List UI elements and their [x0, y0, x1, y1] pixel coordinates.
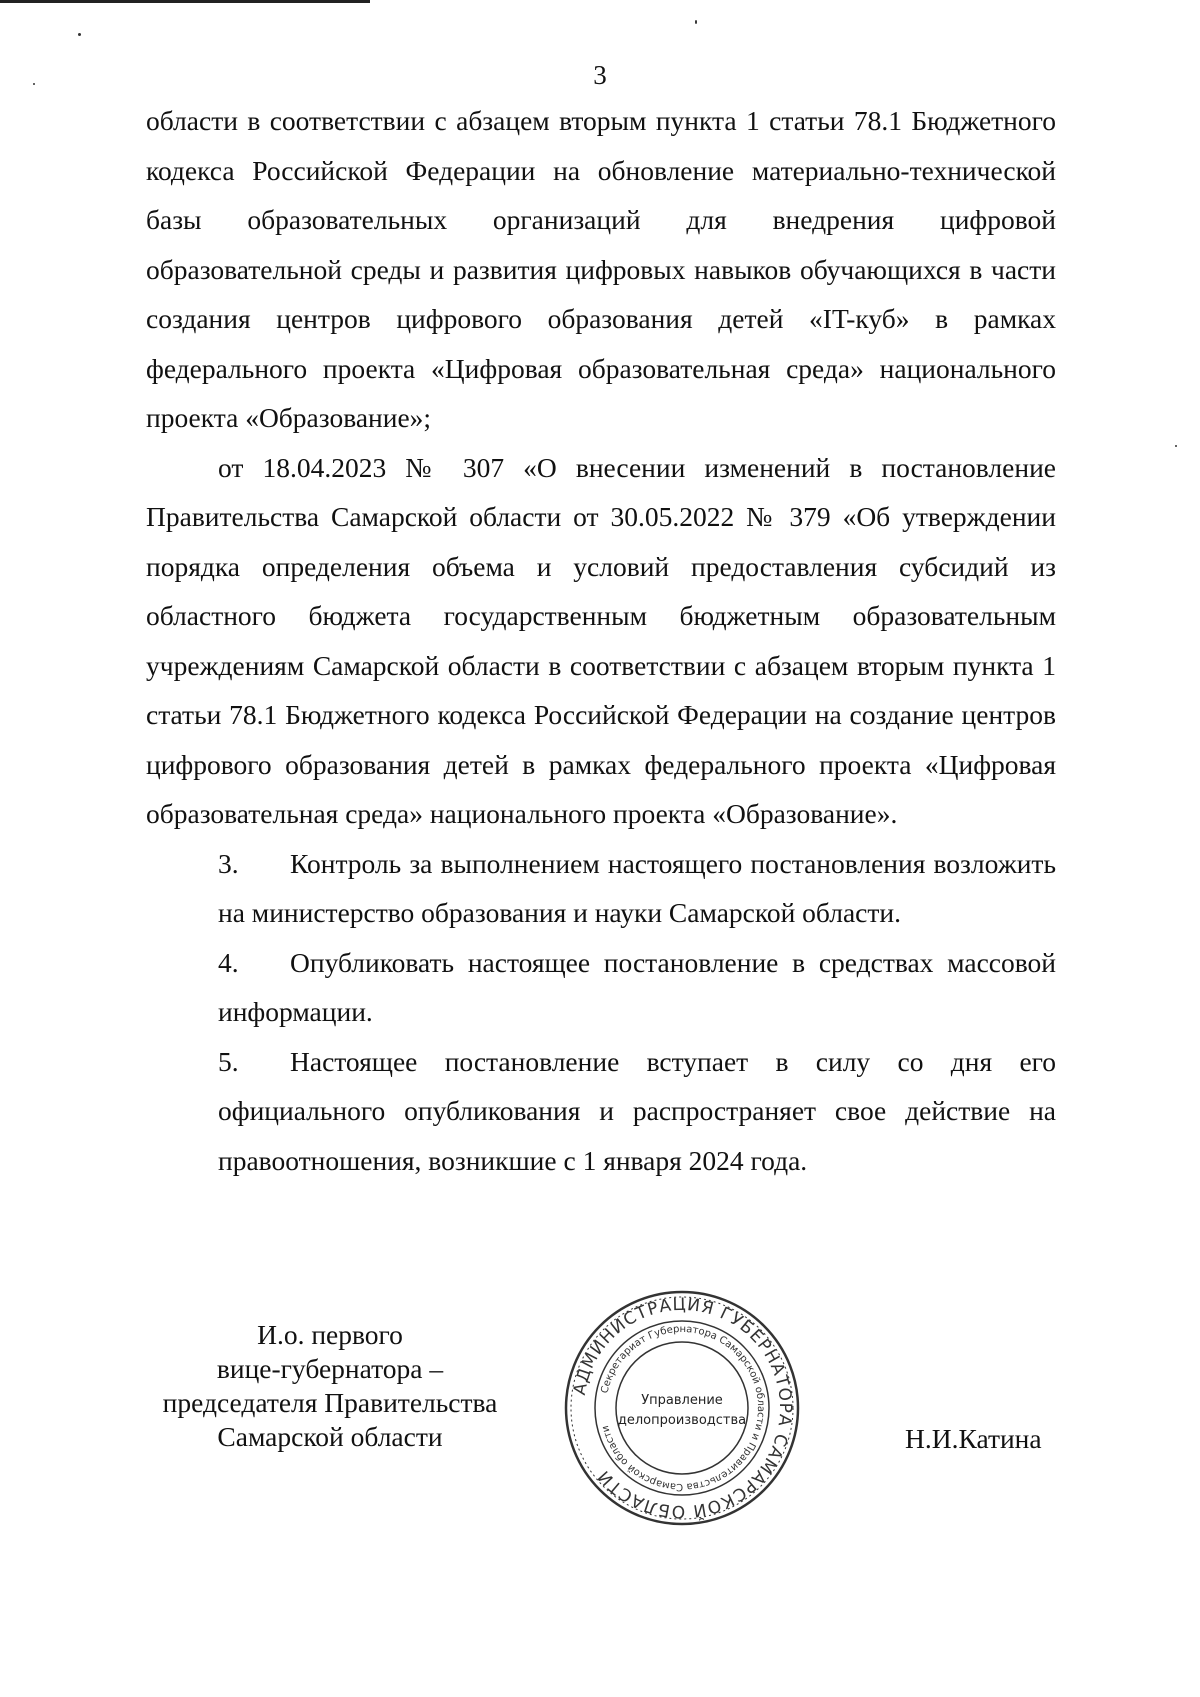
position-line: вице-губернатора –	[216, 1353, 444, 1384]
document-body	[146, 96, 1056, 1185]
paragraph-item-5	[146, 1037, 1056, 1186]
stamp-center-line-1: Управление	[641, 1393, 723, 1408]
official-stamp	[562, 1288, 802, 1528]
stamp-middle-ring	[595, 1321, 769, 1495]
paragraph-item-4	[146, 938, 1056, 1037]
stamp-inner-text: Секретариат Губернатора Самарской области и Правительства Самарской области	[599, 1323, 767, 1493]
paragraph-continuation: области в соответствии с абзацем вторым пункта 1 статьи 78.1 Бюджетного кодекса Российской Федерации на обновление материально-технической базы образовательных организаций для внедрения цифровой образовательной среды и развития цифровых навыков обучающихся в части создания центров цифрового образования детей «IT-куб» в рамках федерального проекта «Цифровая образовательная среда» национального проекта «Образование»;	[146, 105, 1056, 433]
scan-speck	[1175, 445, 1177, 447]
item-number: 3.	[218, 847, 239, 879]
page-number: 3	[593, 60, 607, 90]
item-text: Опубликовать настоящее постановление в средствах массовой информации.	[218, 946, 1056, 1027]
position-line: И.о. первого	[257, 1319, 403, 1350]
position-line: Самарской области	[217, 1421, 443, 1452]
signature-position	[150, 1318, 510, 1454]
item-text: Настоящее постановление вступает в силу со дня его официального опубликования и распространяет свое действие на правоотношения, возникшие с 1 января 2024 года.	[218, 1045, 1056, 1176]
paragraph-resolution-307: от 18.04.2023 № 307 «О внесении изменений в постановление Правительства Самарской области от 30.05.2022 № 379 «Об утверждении порядка определения объема и условий предоставления субсидий из областного бюджета государственным бюджетным образовательным учреждениям Самарской области в соответствии с абзацем вторым пункта 1 статьи 78.1 Бюджетного кодекса Российской Федерации на создание центров цифрового образования детей в рамках федерального проекта «Цифровая образовательная среда» национального проекта «Образование».	[146, 451, 1056, 829]
signer-name: Н.И.Катина	[905, 1423, 1042, 1454]
position-line: председателя Правительства	[162, 1387, 498, 1418]
scan-edge-line	[0, 0, 370, 3]
scan-speck	[78, 33, 81, 36]
stamp-outer-text: АДМИНИСТРАЦИЯ ГУБЕРНАТОРА САМАРСКОЙ ОБЛАСТИ	[569, 1294, 796, 1522]
item-text: Контроль за выполнением настоящего постановления возложить на министерство образования и науки Самарской области.	[218, 847, 1056, 928]
stamp-center-line-2: делопроизводства	[617, 1413, 747, 1428]
scan-speck	[695, 20, 697, 24]
item-number: 4.	[218, 946, 239, 978]
paragraph-item-3	[146, 839, 1056, 938]
item-number: 5.	[218, 1045, 239, 1077]
stamp-inner-ring	[616, 1342, 748, 1474]
stamp-seal-icon	[562, 1288, 802, 1528]
